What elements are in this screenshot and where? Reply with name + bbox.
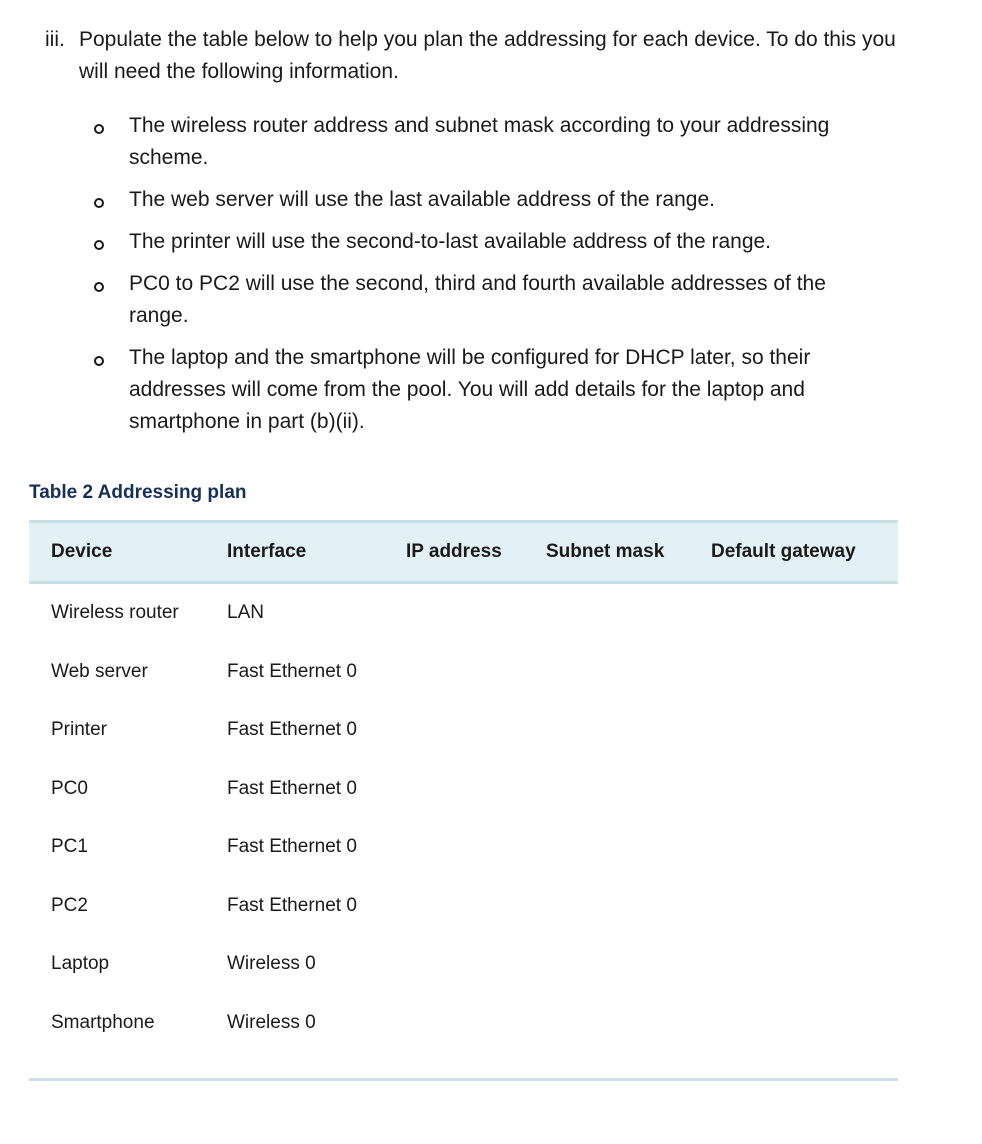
cell-interface: Wireless 0	[227, 953, 316, 975]
cell-interface: LAN	[227, 602, 264, 624]
cell-subnet-mask	[524, 643, 689, 702]
instruction-text: Populate the table below to help you plan the addressing for each device. To do this you will need the following information.	[79, 28, 896, 83]
header-subnet-mask: Subnet mask	[546, 541, 665, 562]
cell-device: PC1	[51, 836, 88, 858]
cell-device: PC0	[51, 777, 88, 799]
cell-interface: Fast Ethernet 0	[227, 777, 357, 799]
cell-subnet-mask	[524, 760, 689, 819]
addressing-table-container	[29, 520, 898, 1081]
cell-default-gateway	[689, 583, 898, 643]
cell-default-gateway	[689, 760, 898, 819]
cell-default-gateway	[689, 701, 898, 760]
circle-bullet-icon	[94, 198, 104, 208]
list-item	[90, 184, 890, 216]
cell-ip-address	[384, 818, 524, 877]
cell-ip-address	[384, 701, 524, 760]
list-item-text: The laptop and the smartphone will be configured for DHCP later, so their addresses will come from the pool. You will add details for the laptop and smartphone in part (b)(ii).	[129, 346, 811, 433]
cell-device: Smartphone	[51, 1011, 155, 1033]
cell-default-gateway	[689, 935, 898, 994]
header-interface: Interface	[227, 541, 307, 562]
table-row	[29, 701, 898, 760]
table-row	[29, 818, 898, 877]
cell-subnet-mask	[524, 818, 689, 877]
table-caption: Table 2 Addressing plan	[29, 482, 247, 503]
cell-ip-address	[384, 877, 524, 936]
cell-default-gateway	[689, 643, 898, 702]
table-row	[29, 877, 898, 936]
cell-ip-address	[384, 760, 524, 819]
cell-subnet-mask	[524, 994, 689, 1053]
instruction-item	[45, 24, 925, 88]
list-marker: iii.	[45, 28, 65, 51]
circle-bullet-icon	[94, 282, 104, 292]
cell-subnet-mask	[524, 583, 689, 643]
cell-interface: Fast Ethernet 0	[227, 660, 357, 682]
circle-bullet-icon	[94, 356, 104, 366]
list-item	[90, 342, 890, 438]
table-bottom-rule	[29, 1052, 898, 1081]
list-item	[90, 226, 890, 258]
addressing-table	[29, 520, 898, 1052]
list-item-text: PC0 to PC2 will use the second, third and fourth available addresses of the range.	[129, 272, 826, 327]
cell-ip-address	[384, 583, 524, 643]
cell-subnet-mask	[524, 701, 689, 760]
table-row	[29, 583, 898, 643]
cell-default-gateway	[689, 877, 898, 936]
cell-default-gateway	[689, 818, 898, 877]
cell-subnet-mask	[524, 935, 689, 994]
list-item-text: The web server will use the last available address of the range.	[129, 188, 715, 211]
cell-device: PC2	[51, 894, 88, 916]
table-row	[29, 994, 898, 1053]
header-default-gateway: Default gateway	[711, 541, 856, 562]
table-row	[29, 760, 898, 819]
list-item	[90, 268, 890, 332]
list-item-text: The printer will use the second-to-last available address of the range.	[129, 230, 772, 253]
cell-ip-address	[384, 643, 524, 702]
cell-subnet-mask	[524, 877, 689, 936]
cell-default-gateway	[689, 994, 898, 1053]
cell-device: Web server	[51, 660, 148, 682]
cell-interface: Fast Ethernet 0	[227, 836, 357, 858]
cell-ip-address	[384, 994, 524, 1053]
cell-interface: Fast Ethernet 0	[227, 894, 357, 916]
circle-bullet-icon	[94, 124, 104, 134]
header-ip-address: IP address	[406, 541, 502, 562]
list-item	[90, 110, 890, 174]
header-device: Device	[51, 541, 113, 562]
table-row	[29, 935, 898, 994]
circle-bullet-icon	[94, 240, 104, 250]
table-header-row	[29, 522, 898, 583]
cell-device: Wireless router	[51, 602, 179, 624]
cell-device: Laptop	[51, 953, 110, 975]
cell-ip-address	[384, 935, 524, 994]
table-row	[29, 643, 898, 702]
cell-device: Printer	[51, 719, 107, 741]
requirements-list	[90, 110, 890, 448]
cell-interface: Fast Ethernet 0	[227, 719, 357, 741]
cell-interface: Wireless 0	[227, 1011, 316, 1033]
list-item-text: The wireless router address and subnet mask according to your addressing scheme.	[129, 114, 830, 169]
